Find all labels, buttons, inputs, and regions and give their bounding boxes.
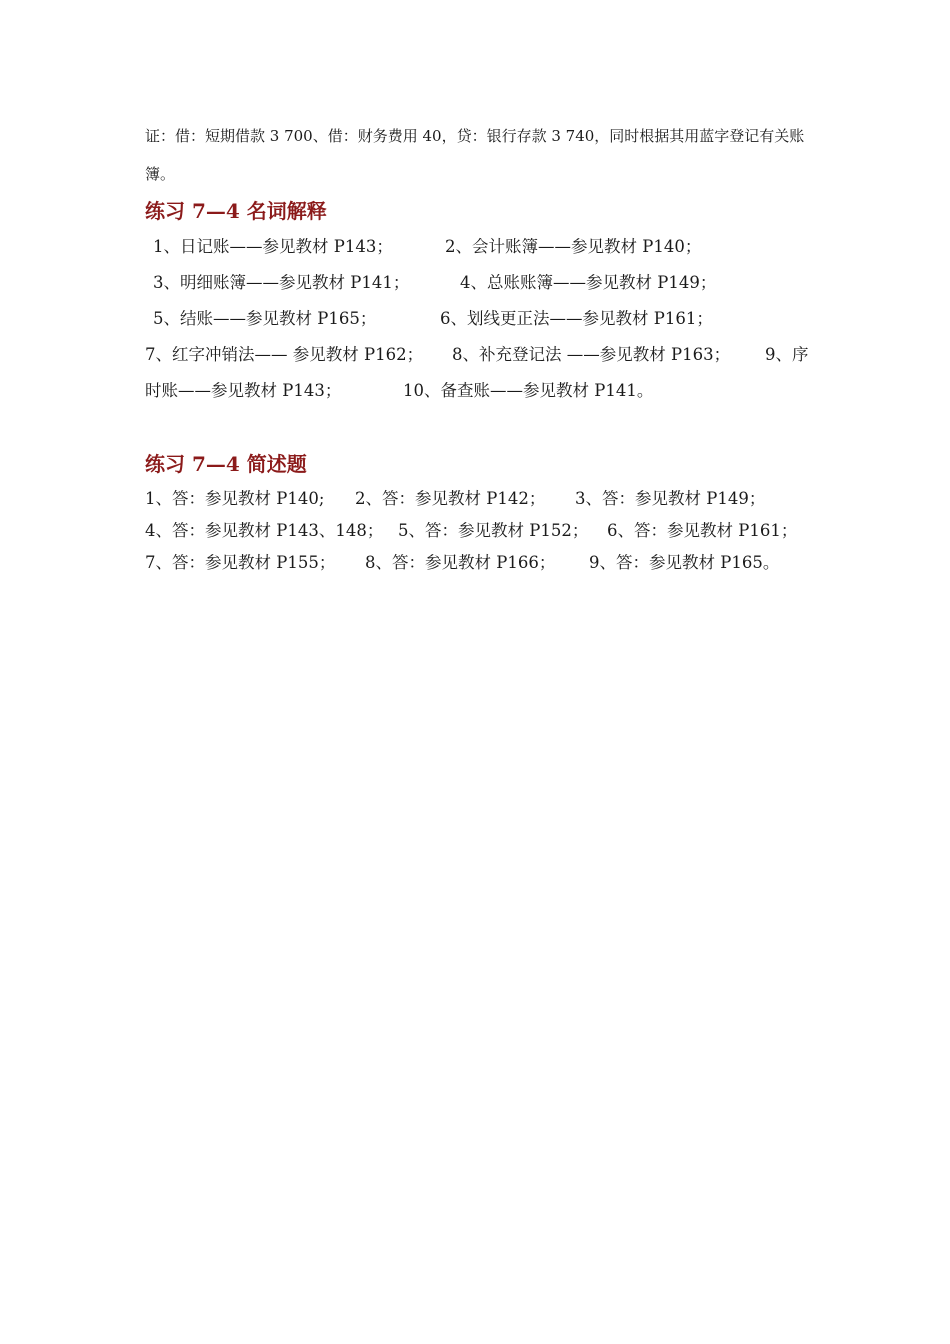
intro-line-2: 簿。 xyxy=(145,165,176,183)
answer-item: 5、答：参见教材 P152； xyxy=(398,521,589,540)
term-item: 4、总账账簿——参见教材 P149； xyxy=(460,273,717,292)
term-item: 3、明细账簿——参见教材 P141； xyxy=(153,273,410,292)
term-item: 2、会计账簿——参见教材 P140； xyxy=(445,237,702,256)
term-item: 时账——参见教材 P143； xyxy=(145,381,342,400)
intro-line-1: 证：借：短期借款 3 700、借：财务费用 40，贷：银行存款 3 740，同时根据其用蓝字登记有关账 xyxy=(145,127,805,145)
answer-item: 9、答：参见教材 P165。 xyxy=(589,553,780,572)
answer-item: 4、答：参见教材 P143、148； xyxy=(145,521,384,540)
term-item: 10、备查账——参见教材 P141。 xyxy=(403,381,654,400)
term-item: 9、序 xyxy=(765,345,809,364)
answer-item: 6、答：参见教材 P161； xyxy=(607,521,798,540)
answer-item: 8、答：参见教材 P166； xyxy=(365,553,556,572)
short-answer-heading: 练习 7—4 简述题 xyxy=(145,452,307,476)
answer-item: 2、答：参见教材 P142； xyxy=(355,489,546,508)
term-item: 7、红字冲销法—— 参见教材 P162； xyxy=(145,345,424,364)
terms-heading: 练习 7—4 名词解释 xyxy=(145,199,327,223)
term-item: 1、日记账——参见教材 P143； xyxy=(153,237,393,256)
term-item: 6、划线更正法——参见教材 P161； xyxy=(440,309,713,328)
answer-item: 7、答：参见教材 P155； xyxy=(145,553,336,572)
term-item: 8、补充登记法 ——参见教材 P163； xyxy=(452,345,731,364)
term-item: 5、结账——参见教材 P165； xyxy=(153,309,377,328)
answer-item: 1、答：参见教材 P140; xyxy=(145,489,325,508)
answer-item: 3、答：参见教材 P149； xyxy=(575,489,766,508)
